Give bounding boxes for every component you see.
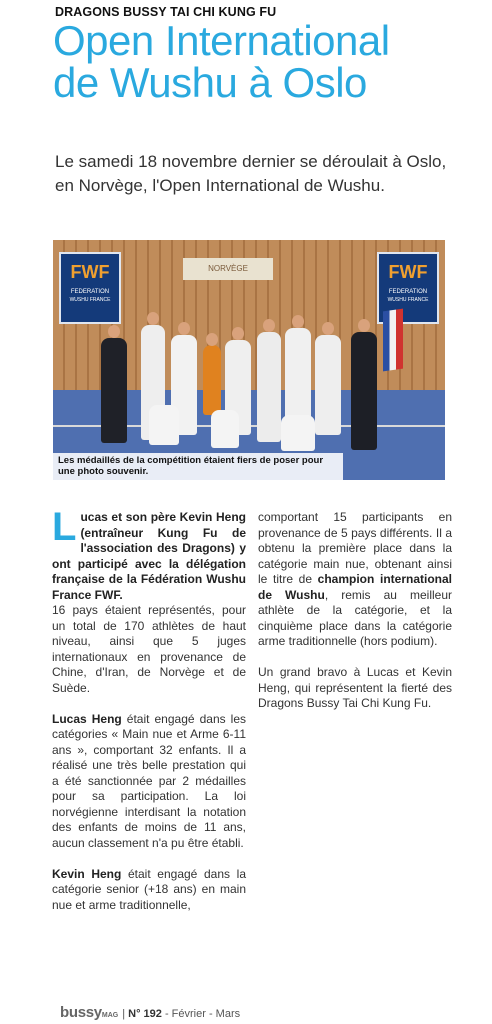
kevin-name: Kevin Heng	[52, 866, 122, 881]
lucas-name: Lucas Heng	[52, 711, 122, 726]
paragraph-2-text: était engagé dans les catégories « Main nue et Arme 6-11 ans », comportant 32 enfants. Il a réalisé une très belle prestation qui a été sanctionnée par 2 médailles pour sa participation. La loi norvégienne interdisant la notation des enfants de moins de 11 ans, aucun classement n'a pu être établi.	[52, 711, 247, 850]
fwf-logo-left: FWF	[70, 262, 110, 282]
child-silhouette	[281, 415, 315, 451]
bussy-brand: bussy	[60, 1004, 102, 1021]
person-head	[322, 322, 334, 335]
person-head	[206, 333, 218, 346]
champion-title: champion international de Wushu	[258, 572, 452, 602]
paragraph-4-b: , remis au meilleur athlète de la catégorie, et la cinquième place dans la catégorie arme traditionnelle (hors podium).	[258, 587, 452, 648]
paragraph-3-text: était engagé dans la catégorie senior (+18 ans) en main nue et arme traditionnelle,	[52, 866, 246, 912]
french-flag	[383, 309, 403, 372]
child-silhouette	[211, 410, 239, 448]
person-head	[178, 322, 190, 335]
person-head	[108, 325, 120, 338]
photo-caption: Les médaillés de la compétition étaient fiers de poser pour une photo souvenir.	[53, 453, 343, 480]
norvege-sign: NORVÈGE	[183, 258, 273, 280]
person-head	[232, 327, 244, 340]
article-column-2	[258, 510, 452, 727]
issue-period: - Février - Mars	[161, 1008, 241, 1020]
lead-text: ucas et son père Kevin Heng (entraîneur Kung Fu de l'association des Dragons) y ont participé avec la délégation française de la Fédération Wushu France FWF.	[52, 510, 246, 602]
fwf-banner-left	[59, 252, 121, 324]
fwf-banner-left-line1: FEDERATION	[70, 289, 110, 295]
fwf-banner-right-line1: FEDERATION	[388, 289, 428, 295]
paragraph-3	[52, 867, 246, 914]
intro-text: Le samedi 18 novembre dernier se déroulait à Oslo, en Norvège, l'Open International de Wushu.	[55, 152, 447, 195]
person-head	[358, 319, 370, 332]
page-footer	[60, 1004, 240, 1021]
fwf-logo-right: FWF	[388, 262, 428, 282]
headline	[53, 17, 483, 106]
mag-label: MAG	[101, 1012, 119, 1019]
paragraph-2	[52, 712, 246, 852]
person-silhouette	[351, 332, 377, 450]
paragraph-4-a: comportant 15 participants en provenance de 5 pays différents. Il a obtenu la première place dans la catégorie main nue, obtenant ainsi le titre de	[258, 510, 452, 586]
person-silhouette	[315, 335, 341, 435]
person-head	[292, 315, 304, 328]
person-silhouette	[101, 338, 127, 443]
person-head	[147, 312, 159, 325]
person-silhouette	[257, 332, 281, 442]
kicker: DRAGONS BUSSY TAI CHI KUNG FU	[55, 5, 277, 19]
paragraph-4	[258, 510, 452, 650]
headline-line-1: Open International	[53, 17, 390, 64]
group-photo	[53, 240, 445, 480]
headline-line-2: de Wushu à Oslo	[53, 59, 367, 106]
issue-number: N° 192	[128, 1008, 162, 1020]
footer-separator: |	[122, 1008, 126, 1020]
person-head	[263, 319, 275, 332]
person-silhouette	[203, 345, 221, 415]
child-silhouette	[149, 405, 179, 445]
drop-cap: L	[52, 505, 77, 549]
fwf-banner-left-line2: WUSHU FRANCE	[69, 297, 111, 303]
paragraph-5: Un grand bravo à Lucas et Kevin Heng, qui représentent la fierté des Dragons Bussy Tai Chi Kung Fu.	[258, 665, 452, 710]
article-column-1	[52, 505, 247, 929]
lead-paragraph	[52, 505, 246, 696]
paragraph-1: 16 pays étaient représentés, pour un total de 170 athlètes de haut niveau, ainsi que 5 juges internationaux en provenance de Chine, d'Iran, de Norvège et de Suède.	[52, 603, 246, 695]
fwf-banner-right-line2: WUSHU FRANCE	[387, 297, 429, 303]
